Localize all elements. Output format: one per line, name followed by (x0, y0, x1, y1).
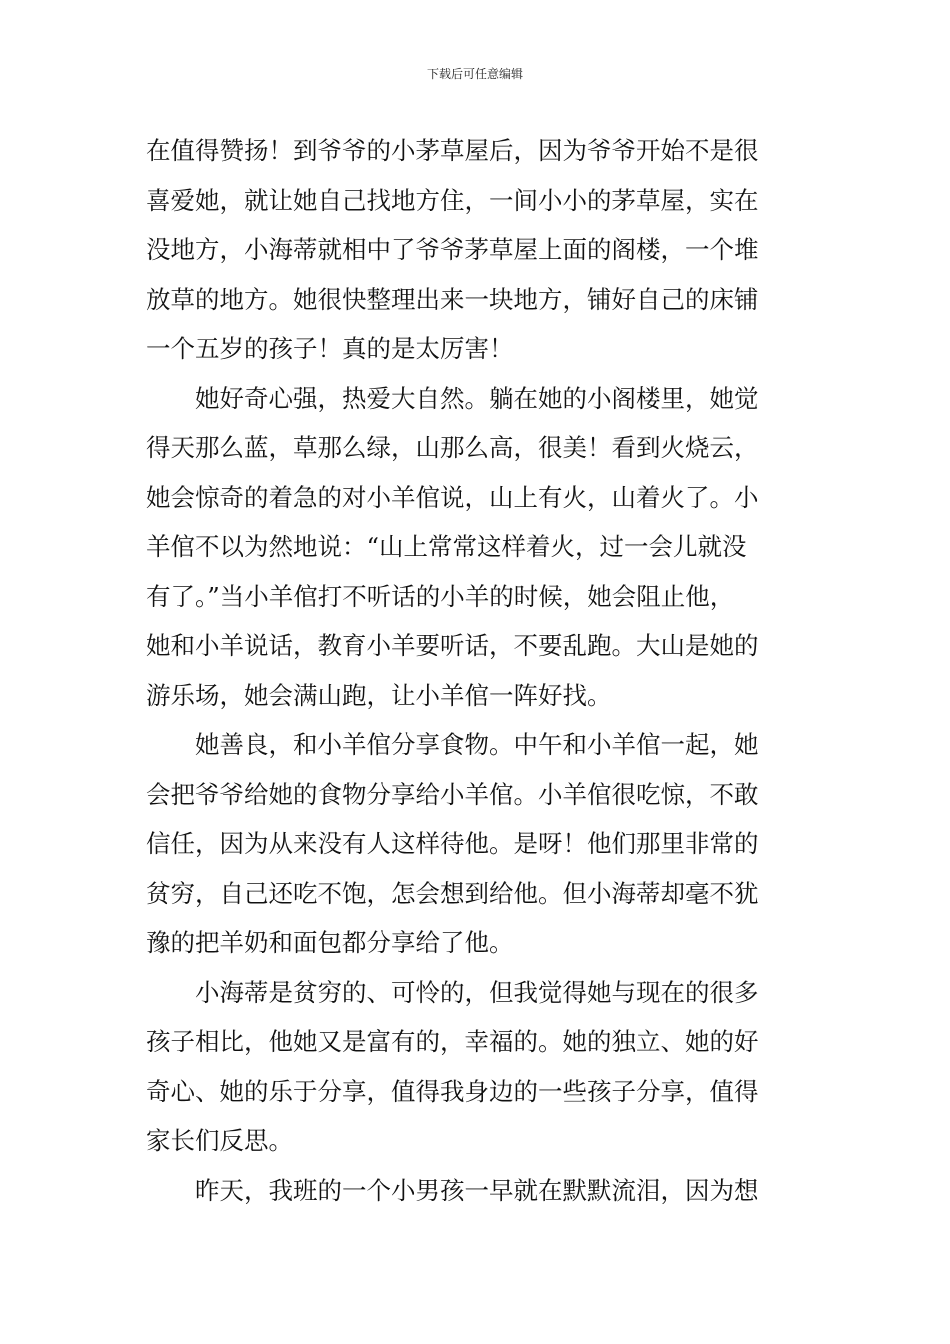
text-line: 她和小羊说话，教育小羊要听话，不要乱跑。大山是她的 (146, 631, 759, 660)
text-line: 得天那么蓝，草那么绿，山那么高，很美！看到火烧云， (146, 433, 759, 462)
text-line: 奇心、她的乐于分享，值得我身边的一些孩子分享，值得 (146, 1076, 759, 1106)
text-line: 贫穷，自己还吃不饱，怎会想到给他。但小海蒂却毫不犹 (146, 878, 759, 908)
paragraph-start-line: 小海蒂是贫穷的、可怜的，但我觉得她与现在的很多 (195, 977, 759, 1007)
paragraph-start-line: 她善良，和小羊倌分享食物。中午和小羊倌一起，她 (195, 730, 759, 759)
text-line: 喜爱她，就让她自己找地方住，一间小小的茅草屋，实在 (146, 185, 759, 215)
text-line: 家长们反思。 (146, 1126, 293, 1155)
paragraph-start-line: 昨天，我班的一个小男孩一早就在默默流泪，因为想 (195, 1175, 759, 1205)
paragraph-start-line: 她好奇心强，热爱大自然。躺在她的小阁楼里，她觉 (195, 383, 759, 413)
text-line: 羊倌不以为然地说：“山上常常这样着火，过一会儿就没 (146, 532, 747, 561)
text-line: 孩子相比，他她又是富有的，幸福的。她的独立、她的好 (146, 1027, 759, 1056)
page-header: 下载后可任意编辑 (426, 67, 523, 81)
text-line: 有了。”当小羊倌打不听话的小羊的时候，她会阻止他， (146, 581, 735, 611)
text-line: 她会惊奇的着急的对小羊倌说，山上有火，山着火了。小 (146, 482, 759, 512)
document-body (146, 126, 806, 1215)
text-line: 在值得赞扬！到爷爷的小茅草屋后，因为爷爷开始不是很 (146, 136, 759, 165)
text-line: 会把爷爷给她的食物分享给小羊倌。小羊倌很吃惊，不敢 (146, 779, 759, 809)
text-line: 放草的地方。她很快整理出来一块地方，铺好自己的床铺 (146, 284, 759, 314)
text-line: 信任，因为从来没有人这样待他。是呀！他们那里非常的 (146, 829, 759, 858)
text-line: 游乐场，她会满山跑，让小羊倌一阵好找。 (146, 680, 612, 710)
text-line: 豫的把羊奶和面包都分享给了他。 (146, 928, 514, 957)
text-line: 一个五岁的孩子！真的是太厉害！ (146, 334, 514, 363)
text-line: 没地方，小海蒂就相中了爷爷茅草屋上面的阁楼，一个堆 (146, 235, 759, 264)
